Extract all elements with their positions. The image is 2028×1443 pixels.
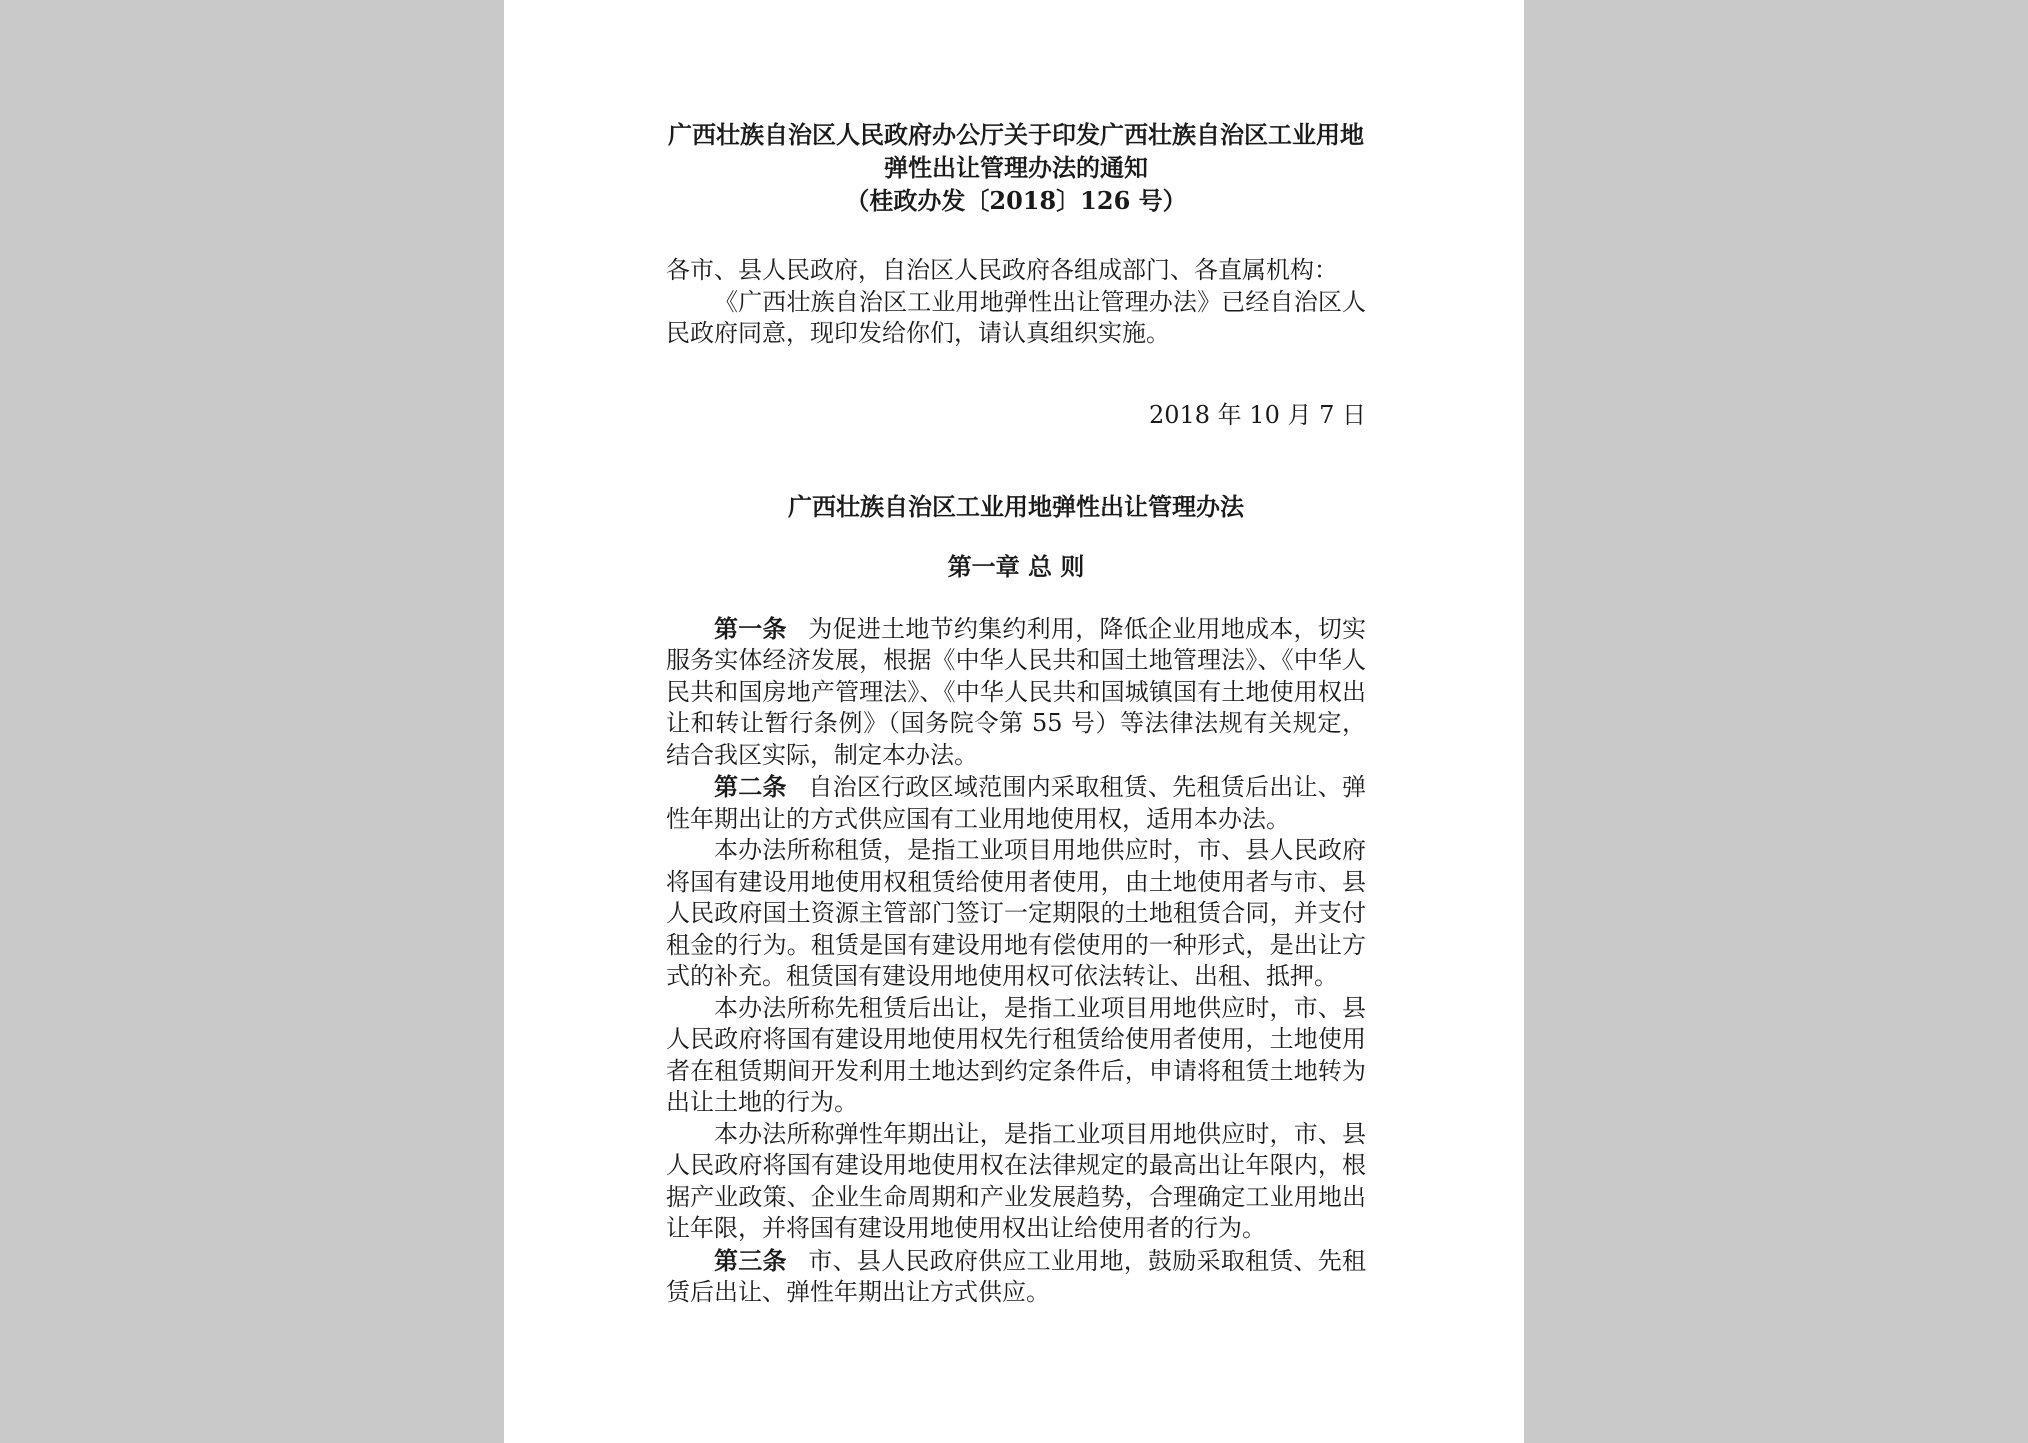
article-paragraph xyxy=(666,771,1366,835)
article-paragraph xyxy=(666,1119,1366,1245)
issue-date: 2018 年 10 月 7 日 xyxy=(1148,400,1366,429)
article-label: 第一条 xyxy=(714,613,787,643)
articles-section xyxy=(666,613,1366,1309)
article-text: 为促进土地节约集约利用，降低企业用地成本，切实服务实体经济发展，根据《中华人民共和国土地管理法》、《中华人民共和国房地产管理法》、《中华人民共和国城镇国有土地使用权出让和转让暂行条例》（国务院令第 55 号）等法律法规有关规定，结合我区实际，制定本办法。 xyxy=(666,614,1367,769)
article-text: 本办法所称先租赁后出让，是指工业项目用地供应时，市、县人民政府将国有建设用地使用权先行租赁给使用者使用，土地使用者在租赁期间开发利用土地达到约定条件后，申请将租赁土地转为出让土地的行为。 xyxy=(666,993,1366,1116)
article-paragraph xyxy=(666,993,1366,1119)
article-paragraph xyxy=(666,613,1366,772)
article-label: 第二条 xyxy=(714,772,787,801)
notice-title-line-1: 广西壮族自治区人民政府办公厅关于印发广西壮族自治区工业用地 xyxy=(668,120,1364,149)
article-text: 市、县人民政府供应工业用地，鼓励采取租赁、先租赁后出让、弹性年期出让方式供应。 xyxy=(666,1246,1367,1306)
document-number: （桂政办发〔2018〕126 号） xyxy=(845,186,1187,215)
notice-body: 《广西壮族自治区工业用地弹性出让管理办法》已经自治区人民政府同意，现印发给你们，请认真组织实施。 xyxy=(666,287,1366,347)
document-page xyxy=(504,0,1524,1443)
addressee: 各市、县人民政府，自治区人民政府各组成部门、各直属机构： xyxy=(666,256,1338,284)
measures-title: 广西壮族自治区工业用地弹性出让管理办法 xyxy=(788,491,1244,521)
article-paragraph xyxy=(666,835,1366,993)
notice-title-line-2: 弹性出让管理办法的通知 xyxy=(884,153,1148,182)
chapter-heading: 第一章 总 则 xyxy=(947,551,1085,581)
article-text: 本办法所称租赁，是指工业项目用地供应时，市、县人民政府将国有建设用地使用权租赁给使用者使用，由土地使用者与市、县人民政府国土资源主管部门签订一定期限的土地租赁合同，并支付租金的行为。租赁是国有建设用地有偿使用的一种形式，是出让方式的补充。租赁国有建设用地使用权可依法转让、出租、抵押。 xyxy=(666,836,1366,990)
article-label: 第三条 xyxy=(714,1245,787,1275)
article-paragraph xyxy=(666,1245,1366,1309)
article-text: 本办法所称弹性年期出让，是指工业项目用地供应时，市、县人民政府将国有建设用地使用权在法律规定的最高出让年限内，根据产业政策、企业生命周期和产业发展趋势，合理确定工业用地出让年限，并将国有建设用地使用权出让给使用者的行为。 xyxy=(666,1119,1366,1242)
article-text: 自治区行政区域范围内采取租赁、先租赁后出让、弹性年期出让的方式供应国有工业用地使用权，适用本办法。 xyxy=(666,773,1367,833)
